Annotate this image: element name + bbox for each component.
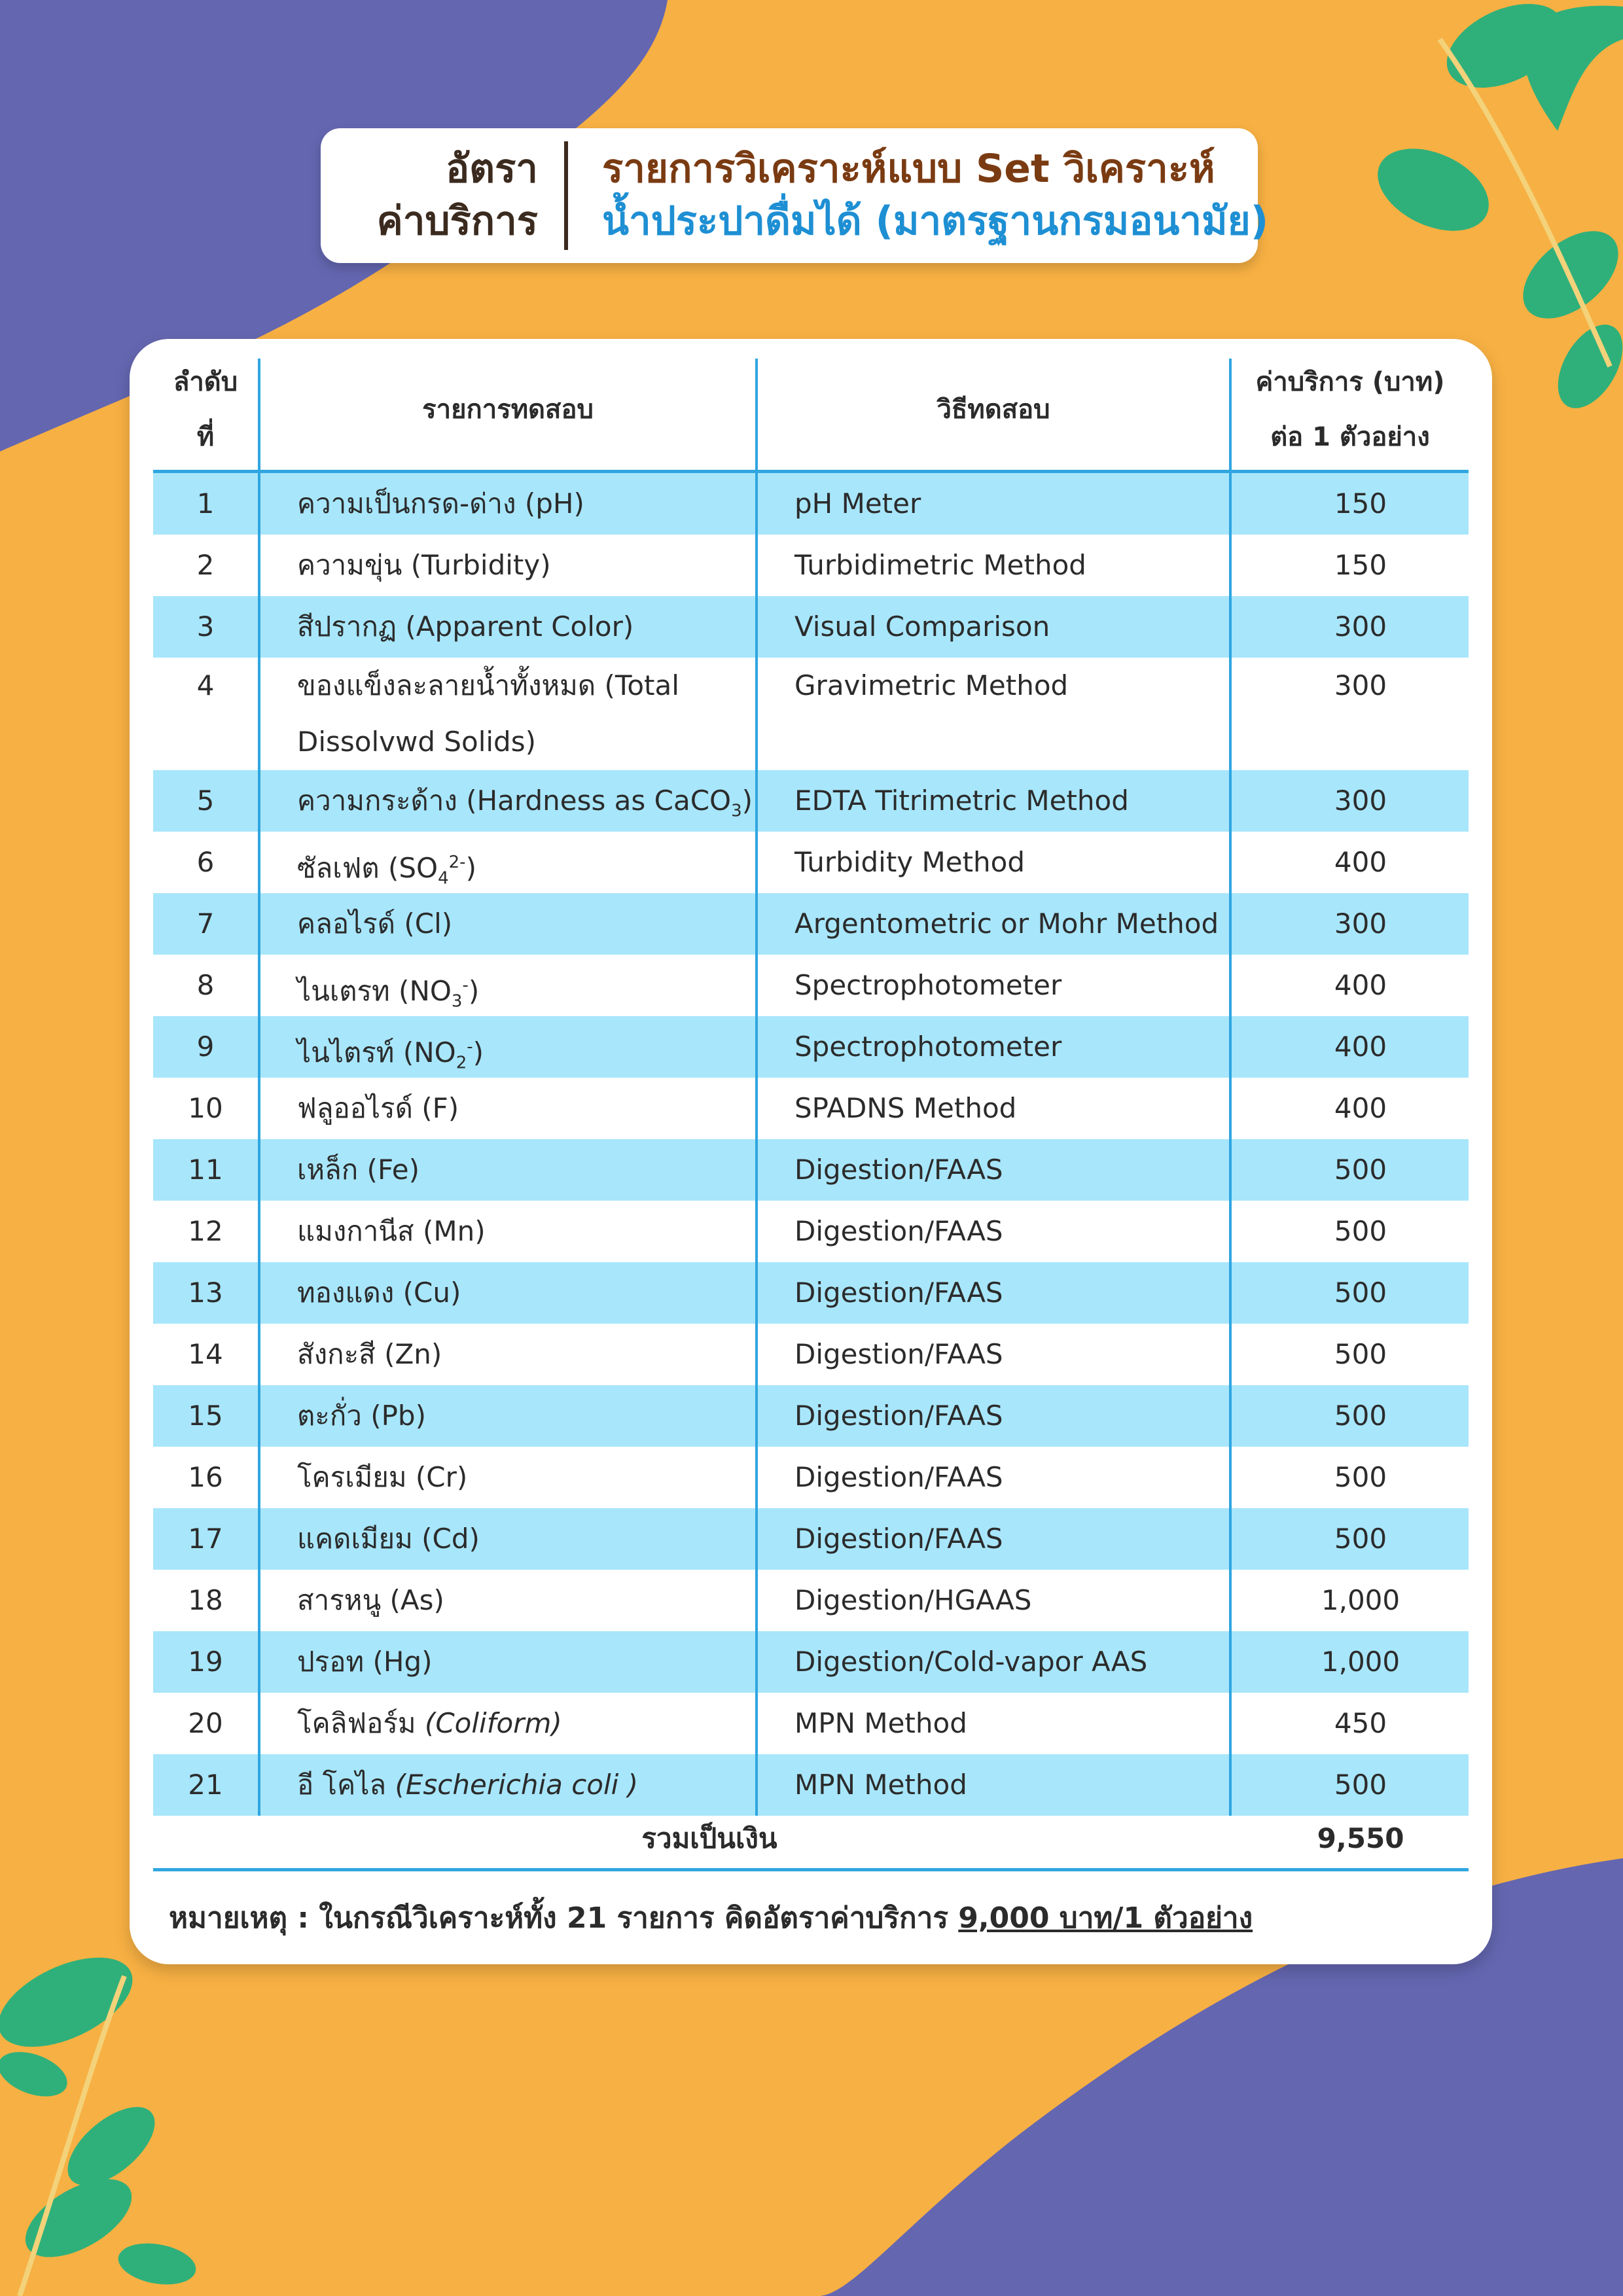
row-price: 500	[1334, 1461, 1387, 1493]
row-price: 400	[1334, 846, 1387, 878]
row-test-item: สารหนู (As)	[297, 1584, 444, 1616]
row-number: 2	[196, 549, 215, 581]
table-row	[153, 658, 1469, 770]
col-divider	[1229, 1385, 1232, 1447]
table-row	[153, 1754, 1469, 1816]
col-divider	[1229, 1447, 1232, 1508]
col-divider	[258, 1016, 260, 1078]
row-price: 300	[1334, 669, 1387, 701]
row-test-item-part: 2	[455, 1053, 467, 1073]
col-divider	[755, 1139, 758, 1201]
table-row	[153, 1693, 1469, 1754]
row-number: 1	[196, 487, 215, 520]
row-test-method: Digestion/FAAS	[794, 1461, 1003, 1493]
row-price: 150	[1334, 487, 1387, 520]
col-divider	[755, 955, 758, 1016]
row-test-item	[297, 770, 781, 841]
row-number: 7	[196, 908, 215, 940]
row-price: 500	[1334, 1277, 1387, 1309]
row-test-method: SPADNS Method	[794, 1092, 1017, 1124]
col-header-price-line2: ต่อ 1 ตัวอย่าง	[1270, 422, 1430, 452]
row-test-item	[297, 1693, 781, 1754]
col-header-method: วิธีทดสอบ	[936, 395, 1050, 425]
col-divider	[258, 955, 260, 1016]
row-test-item-part: ความกระด้าง (Hardness as CaCO	[297, 785, 732, 817]
row-test-item-part: (Coliform)	[424, 1707, 562, 1739]
row-price: 1,000	[1321, 1646, 1400, 1678]
row-test-item: สังกะสี (Zn)	[297, 1338, 442, 1370]
row-number: 3	[196, 610, 215, 643]
row-number: 19	[188, 1646, 223, 1678]
col-divider	[755, 1016, 758, 1078]
row-number: 13	[188, 1277, 223, 1309]
row-test-method: Digestion/FAAS	[794, 1277, 1003, 1309]
col-divider	[755, 1570, 758, 1631]
col-divider	[755, 1508, 758, 1570]
row-price: 1,000	[1321, 1584, 1400, 1616]
table-row	[153, 1631, 1469, 1693]
row-price: 500	[1334, 1769, 1387, 1801]
col-divider	[755, 1693, 758, 1754]
col-divider	[1229, 955, 1232, 1016]
col-header-no-line1: ลำดับ	[173, 367, 238, 397]
row-number: 15	[188, 1400, 223, 1432]
col-divider	[258, 1078, 260, 1139]
col-divider	[258, 1570, 260, 1631]
total-label: รวมเป็นเงิน	[641, 1822, 777, 1854]
row-test-item: ปรอท (Hg)	[297, 1646, 433, 1678]
col-divider	[258, 893, 260, 955]
row-price: 500	[1334, 1400, 1387, 1432]
row-test-item	[297, 1754, 781, 1816]
col-divider	[755, 893, 758, 955]
col-header-no-line2: ที่	[196, 422, 215, 452]
page-title: รายการวิเคราะห์แบบ Set วิเคราะห์	[602, 146, 1215, 192]
row-price: 500	[1334, 1338, 1387, 1370]
col-divider	[755, 1447, 758, 1508]
col-divider	[258, 1201, 260, 1262]
row-test-method: Digestion/FAAS	[794, 1338, 1003, 1370]
row-price: 400	[1334, 969, 1387, 1001]
col-divider	[258, 1447, 260, 1508]
col-divider	[1229, 1016, 1232, 1078]
row-number: 18	[188, 1584, 223, 1616]
row-test-item-part: -	[462, 976, 469, 995]
leaf-icon-bottom-left	[0, 1939, 199, 2296]
col-divider	[1229, 1754, 1232, 1816]
row-price: 450	[1334, 1707, 1387, 1739]
table-row	[153, 1016, 1469, 1078]
row-test-item-part: 2-	[448, 853, 466, 872]
col-divider	[1229, 1139, 1232, 1201]
col-divider	[1229, 1693, 1232, 1754]
col-divider	[1229, 1078, 1232, 1139]
row-test-method: Digestion/FAAS	[794, 1215, 1003, 1247]
row-number: 16	[188, 1461, 223, 1493]
col-header-no	[153, 349, 258, 470]
row-price: 300	[1334, 908, 1387, 940]
table-row	[153, 596, 1469, 658]
row-test-method: Spectrophotometer	[794, 1031, 1062, 1063]
table-row	[153, 1078, 1469, 1139]
col-divider	[258, 658, 260, 770]
col-divider	[755, 1754, 758, 1816]
table-row	[153, 1570, 1469, 1631]
col-divider	[755, 1078, 758, 1139]
col-divider	[1229, 473, 1232, 535]
col-divider	[755, 1262, 758, 1324]
note	[169, 1892, 1253, 1945]
table-row	[153, 955, 1469, 1016]
table-row	[153, 1324, 1469, 1385]
col-divider	[258, 1262, 260, 1324]
col-divider	[1229, 1262, 1232, 1324]
table-row	[153, 1385, 1469, 1447]
row-test-method: Digestion/FAAS	[794, 1154, 1003, 1186]
row-number: 8	[196, 969, 215, 1001]
row-number: 10	[188, 1092, 223, 1124]
row-test-item-part: )	[473, 1036, 484, 1069]
row-test-item: สีปรากฏ (Apparent Color)	[297, 610, 634, 643]
col-divider	[1229, 1508, 1232, 1570]
col-divider	[1229, 1631, 1232, 1693]
col-divider	[258, 473, 260, 535]
row-price: 400	[1334, 1031, 1387, 1063]
table-row	[153, 1447, 1469, 1508]
row-test-item: คลอไรด์ (Cl)	[297, 908, 453, 940]
col-divider	[755, 1631, 758, 1693]
col-divider	[755, 1385, 758, 1447]
row-test-item: ความขุ่น (Turbidity)	[297, 549, 551, 581]
row-number: 4	[196, 669, 215, 701]
row-test-item-part: อี โคไล	[297, 1769, 395, 1801]
row-number: 5	[196, 785, 215, 817]
col-header-price-line1: ค่าบริการ (บาท)	[1255, 367, 1445, 397]
col-divider	[258, 1324, 260, 1385]
table-row	[153, 770, 1469, 832]
row-test-item: ทองแดง (Cu)	[297, 1277, 461, 1309]
col-divider	[1229, 832, 1232, 893]
col-divider	[1229, 596, 1232, 658]
note-text: หมายเหตุ : ในกรณีวิเคราะห์ทั้ง 21 รายการ คิดอัตราค่าบริการ	[169, 1901, 959, 1935]
row-test-item: แมงกานีส (Mn)	[297, 1215, 486, 1247]
row-price: 500	[1334, 1523, 1387, 1555]
col-divider	[258, 832, 260, 893]
header-divider	[564, 141, 568, 250]
table-row	[153, 832, 1469, 893]
row-number: 14	[188, 1338, 223, 1370]
col-divider	[258, 1508, 260, 1570]
row-test-item-part: )	[465, 852, 476, 884]
row-test-method: pH Meter	[794, 487, 921, 520]
note-emphasis: 9,000 บาท/1 ตัวอย่าง	[958, 1901, 1253, 1935]
row-test-item: แคดเมียม (Cd)	[297, 1523, 480, 1555]
row-test-method: Digestion/HGAAS	[794, 1584, 1032, 1616]
row-test-item-part: (Escherichia coli )	[395, 1769, 639, 1801]
row-price: 150	[1334, 549, 1387, 581]
col-divider	[1229, 893, 1232, 955]
row-price: 300	[1334, 610, 1387, 643]
table-row	[153, 1262, 1469, 1324]
row-test-item: ความเป็นกรด-ด่าง (pH)	[297, 487, 584, 520]
row-test-item: ตะกั่ว (Pb)	[297, 1400, 426, 1432]
col-divider	[258, 770, 260, 832]
header-card	[321, 128, 1269, 263]
row-price: 500	[1334, 1215, 1387, 1247]
row-test-item: โครเมียม (Cr)	[297, 1461, 468, 1493]
col-divider	[1229, 1570, 1232, 1631]
col-divider	[258, 596, 260, 658]
row-test-method: Spectrophotometer	[794, 969, 1062, 1001]
col-divider	[755, 658, 758, 770]
col-divider	[1229, 1324, 1232, 1385]
row-test-method: Digestion/FAAS	[794, 1523, 1003, 1555]
row-number: 21	[188, 1769, 223, 1801]
row-test-item-part: 3	[451, 991, 463, 1012]
header-left-line1: อัตรา	[446, 146, 538, 192]
row-test-item: ฟลูออไรด์ (F)	[297, 1092, 459, 1124]
col-divider	[258, 1631, 260, 1693]
table-row	[153, 893, 1469, 955]
row-test-method: Digestion/Cold-vapor AAS	[794, 1646, 1148, 1678]
col-header-price	[1232, 349, 1469, 470]
row-test-method: MPN Method	[794, 1707, 967, 1739]
col-divider	[258, 1693, 260, 1754]
row-price: 500	[1334, 1154, 1387, 1186]
col-divider	[755, 832, 758, 893]
col-divider	[1229, 658, 1232, 770]
row-test-item-part: 3	[731, 801, 742, 821]
header-left	[321, 143, 538, 247]
col-divider	[258, 535, 260, 596]
row-test-item-part: )	[468, 975, 480, 1007]
table-body	[153, 473, 1469, 1816]
col-header-item: รายการทดสอบ	[422, 395, 594, 425]
row-test-item-part: ซัลเฟต (SO	[297, 852, 438, 884]
total-value: 9,550	[1317, 1822, 1404, 1854]
col-divider	[1229, 1201, 1232, 1262]
row-number: 11	[188, 1154, 223, 1186]
row-test-item-part: ไนไตรท์ (NO	[297, 1036, 456, 1069]
col-divider	[755, 1324, 758, 1385]
row-test-method: Turbidimetric Method	[794, 549, 1086, 581]
col-divider	[755, 1201, 758, 1262]
row-test-item: เหล็ก (Fe)	[297, 1154, 420, 1186]
row-test-method: Visual Comparison	[794, 610, 1050, 643]
table-row	[153, 473, 1469, 535]
row-test-method: Gravimetric Method	[794, 669, 1069, 701]
row-test-item: ของแข็งละลายน้ำทั้งหมด (Total Dissolvwd Solids)	[297, 669, 679, 758]
row-number: 9	[196, 1031, 215, 1063]
price-table-card	[130, 339, 1492, 1964]
total-row	[153, 1809, 1469, 1868]
row-number: 6	[196, 846, 215, 878]
header-right	[602, 143, 1268, 247]
col-divider	[1229, 535, 1232, 596]
table-bottom-rule	[153, 1868, 1469, 1871]
row-test-method: MPN Method	[794, 1769, 967, 1801]
row-test-method: Argentometric or Mohr Method	[794, 908, 1219, 940]
row-test-item-part: ไนเตรท (NO	[297, 975, 452, 1007]
col-divider	[1229, 770, 1232, 832]
col-divider	[755, 473, 758, 535]
row-test-item-part: 4	[438, 868, 449, 889]
row-price: 300	[1334, 785, 1387, 817]
col-divider	[755, 596, 758, 658]
table-row	[153, 1508, 1469, 1570]
table-row	[153, 1201, 1469, 1262]
row-test-item-part: -	[467, 1037, 473, 1057]
col-divider	[755, 535, 758, 596]
row-number: 20	[188, 1707, 223, 1739]
col-divider	[258, 1139, 260, 1201]
row-test-item-part: )	[741, 785, 753, 817]
row-number: 12	[188, 1215, 223, 1247]
col-divider	[258, 1754, 260, 1816]
row-test-method: Turbidity Method	[794, 846, 1026, 878]
table-row	[153, 535, 1469, 596]
row-test-method: Digestion/FAAS	[794, 1400, 1003, 1432]
row-test-method: EDTA Titrimetric Method	[794, 785, 1129, 817]
col-divider	[258, 1385, 260, 1447]
row-price: 400	[1334, 1092, 1387, 1124]
col-divider	[755, 770, 758, 832]
header-left-line2: ค่าบริการ	[376, 198, 538, 244]
row-test-item-part: โคลิฟอร์ม	[297, 1707, 425, 1739]
table-row	[153, 1139, 1469, 1201]
row-number: 17	[188, 1523, 223, 1555]
table-header	[153, 349, 1469, 470]
page-subtitle: น้ำประปาดื่มได้ (มาตรฐานกรมอนามัย)	[602, 198, 1269, 244]
